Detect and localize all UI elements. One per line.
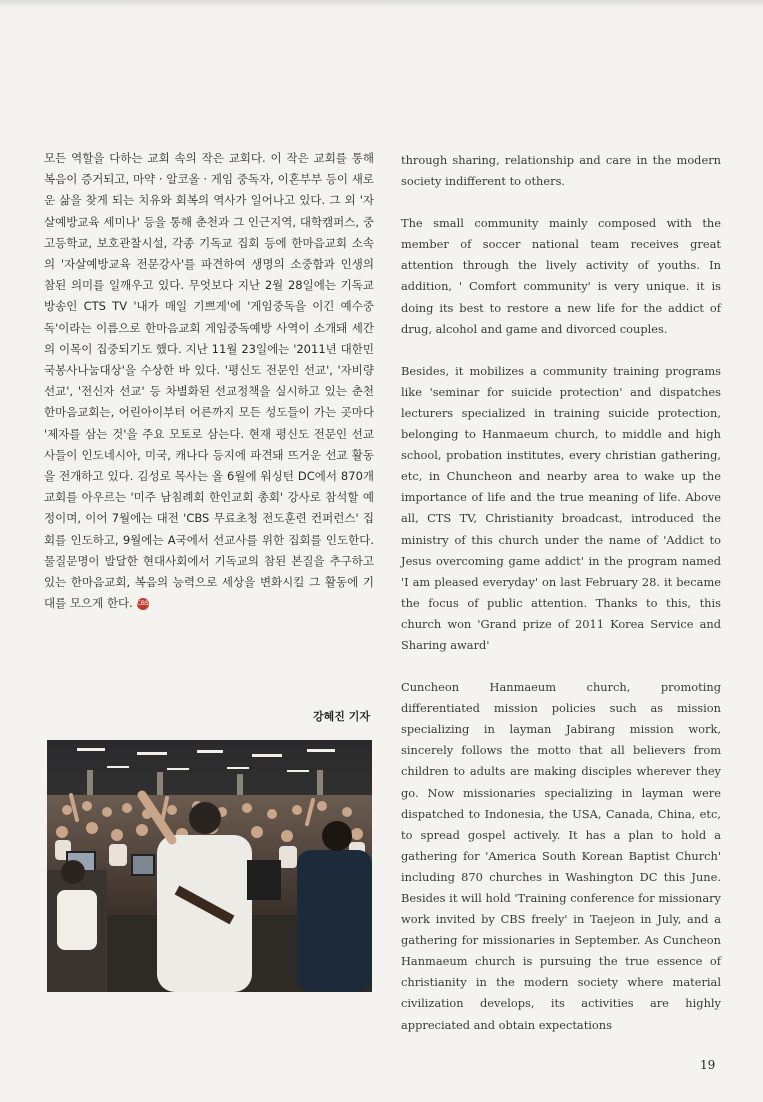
english-paragraph-3: Besides, it mobilizes a community training programs like 'seminar for suicide protection' and dispatches lecturers specialized in training suicide protection, belonging to Hanmaeum church, to middle and high school, probation institutes, every christian gathering, etc, in Chuncheon and nearby area to wake up the importance of life and the true meaning of life. Above all, CTS TV, Christianity broadcast, introduced the ministry of this church under the name of 'Addict to Jesus overcoming game addict' in the program named 'I am pleased everyday' on last February 28. it became the focus of public attention. Thanks to this, this church won 'Grand prize of 2011 Korea Service and Sharing award' [401, 363, 721, 652]
cbs-end-mark-icon: CBS [137, 598, 149, 610]
korean-article-column [44, 148, 374, 614]
korean-article-body: 모든 역할을 다하는 교회 속의 작은 교회다. 이 작은 교회를 통해 복음이 증거되고, 마약 · 알코올 · 게임 중독자, 이혼부부 등이 새로운 삶을 찾게 되는 치유와 회복의 역사가 일어나고 있다. 그 외 '자살예방교육 세미나' 등을 통해 춘천과 그 인근지역, 대학캠퍼스, 중고등학교, 보호관찰시설, 각종 기독교 집회 등에 한마음교회 소속의 '자살예방교육 전문강사'를 파견하여 생명의 소중함과 인생의 참된 의미를 일깨우고 있다. 무엇보다 지난 2월 28일에는 기독교방송인 CTS TV '내가 매일 기쁘게'에 '게임중독을 이긴 예수중독'이라는 이름으로 한마음교회 게임중독예방 사역이 소개돼 세간의 이목이 집중되기도 했다. 지난 11월 23일에는 '2011년 대한민국봉사나눔대상'을 수상한 바 있다. '평신도 전문인 선교', '자비량 선교', '전신자 선교' 등 차별화된 선교정책을 실시하고 있는 춘천한마음교회는, 어린아이부터 어른까지 모든 성도들이 가는 곳마다 '제자를 삼는 것'을 주요 모토로 삼는다. 현재 평신도 전문인 선교사들이 인도네시아, 미국, 캐나다 등지에 파견돼 뜨거운 선교 활동을 전개하고 있다. 김성로 목사는 올 6월에 워싱턴 DC에서 870개 교회를 아우르는 '미주 남침례회 한인교회 총회' 강사로 참석할 예정이며, 이어 7월에는 대전 'CBS 무료초청 전도훈련 컨퍼런스' 집회를 인도하고, 9월에는 A국에서 선교사를 위한 집회를 인도한다. 물질문명이 발달한 현대사회에서 기독교의 참된 본질을 추구하고 있는 한마음교회, 복음의 능력으로 세상을 변화시킬 그 활동에 기대를 모으게 한다. [44, 151, 374, 611]
author-byline: 강혜진 기자 [313, 710, 370, 723]
english-paragraph-2: The small community mainly composed with the member of soccer national team receives great attention through the lively activity of youths. In addition, ' Comfort community' is very unique. it is doing its best to restore a new life for the addict of drug, alcohol and game and divorced couples. [401, 216, 721, 336]
page-number: 19 [700, 1058, 716, 1072]
worship-photo [47, 740, 372, 992]
worship-photo-illustration [47, 740, 372, 992]
english-paragraph-4: Cuncheon Hanmaeum church, promoting differentiated mission policies such as mission specializing in layman Jabirang mission work, sincerely follows the motto that all believers from children to adults are making disciples wherever they go. Now missionaries specializing in layman were dispatched to Indonesia, the USA, Canada, China, etc, to spread gospel actively. It has a plan to hold a gathering for 'America South Korean Baptist Church' including 870 churches in Washington DC this June. Besides it will hold 'Training conference for missionary work invited by CBS freely' in Taejeon in July, and a gathering for missionaries in September. As Cuncheon Hanmaeum church is pursuing the true essence of christianity in the modern society where material civilization develops, its activities are highly appreciated and obtain expectations [401, 680, 721, 1032]
english-paragraph-1: through sharing, relationship and care in the modern society indifferent to others. [401, 153, 721, 189]
korean-article-text [44, 148, 374, 614]
english-article-column [401, 150, 721, 1057]
page-top-edge [0, 0, 763, 8]
